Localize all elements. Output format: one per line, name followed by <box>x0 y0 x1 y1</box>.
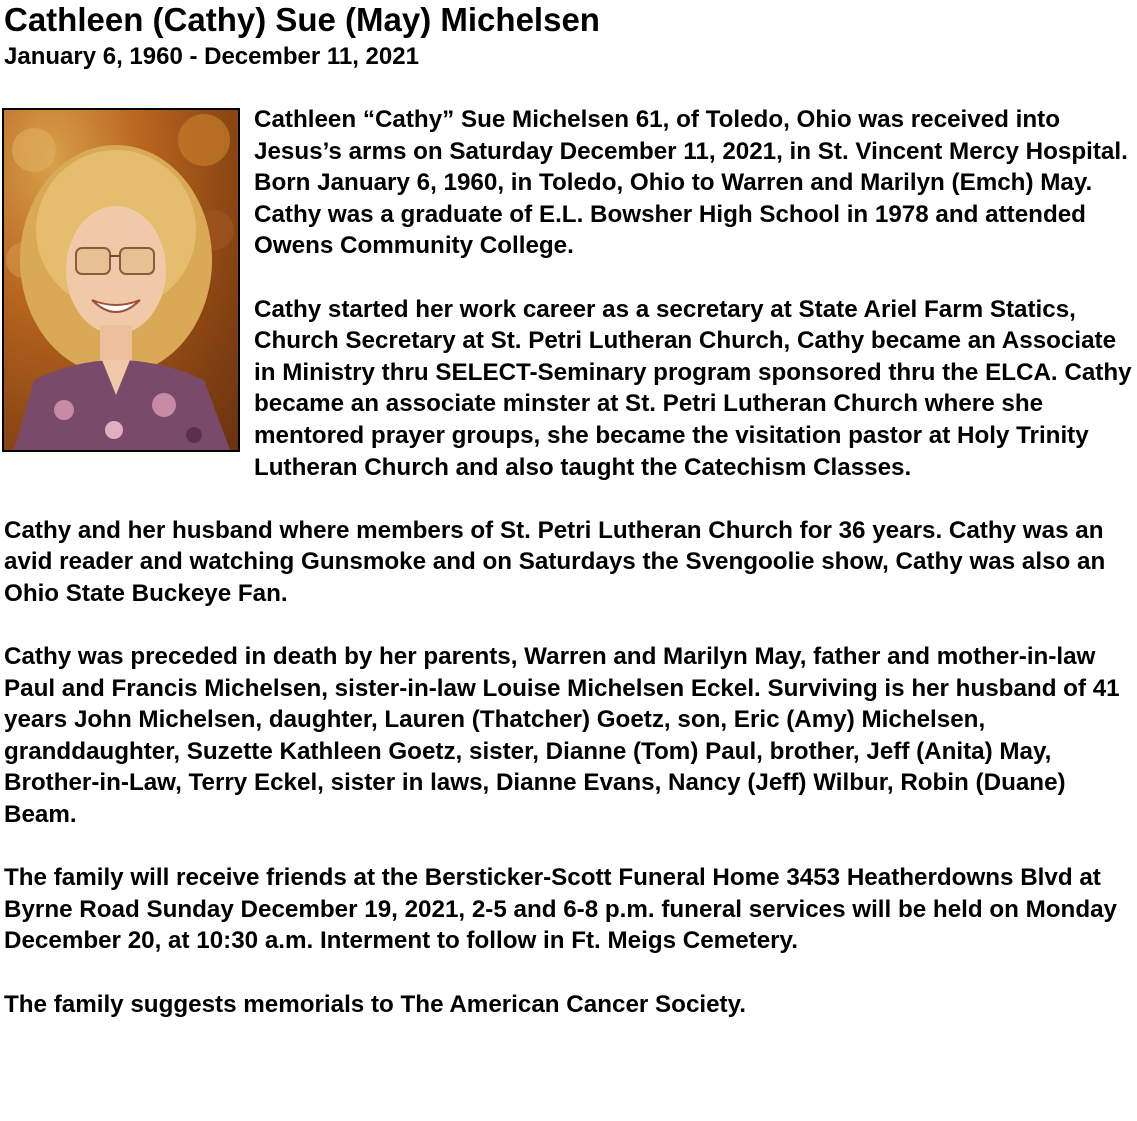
paragraph-biography: Cathleen “Cathy” Sue Michelsen 61, of Toledo, Ohio was received into Jesus’s arms on Saturday December 11, 2021, in St. Vincent Mercy Hospital. Born January 6, 1960, in Toledo, Ohio to Warren and Marilyn (Emch) May. Cathy was a graduate of E.L. Bowsher High School in 1978 and attended Owens Community College. <box>254 106 1128 260</box>
portrait-icon <box>4 110 238 450</box>
portrait-photo <box>2 108 240 452</box>
obituary-body <box>4 104 1136 1052</box>
page-title: Cathleen (Cathy) Sue (May) Michelsen <box>4 1 600 38</box>
paragraph-interests: Cathy and her husband where members of St. Petri Lutheran Church for 36 years. Cathy was an avid reader and watching Gunsmoke and on Saturdays the Svengoolie show, Cathy was also an Ohio State Buckeye Fan. <box>4 516 1106 607</box>
paragraph-family: Cathy was preceded in death by her parents, Warren and Marilyn May, father and mother-in-law Paul and Francis Michelsen, sister-in-law Louise Michelsen Eckel. Surviving is her husband of 41 years John Michelsen, daughter, Lauren (Thatcher) Goetz, son, Eric (Amy) Michelsen, granddaughter, Suzette Kathleen Goetz, sister, Dianne (Tom) Paul, brother, Jeff (Anita) May, Brother-in-Law, Terry Eckel, sister in laws, Dianne Evans, Nancy (Jeff) Wilbur, Robin (Duane) Beam. <box>4 643 1120 829</box>
life-dates: January 6, 1960 - December 11, 2021 <box>4 43 419 70</box>
paragraph-career: Cathy started her work career as a secretary at State Ariel Farm Statics, Church Secretary at St. Petri Lutheran Church, Cathy became an Associate in Ministry thru SELECT-Seminary program sponsored thru the ELCA. Cathy became an associate minster at St. Petri Lutheran Church where she mentored prayer groups, she became the visitation pastor at Holy Trinity Lutheran Church and also taught the Catechism Classes. <box>254 295 1132 481</box>
paragraph-services: The family will receive friends at the Bersticker-Scott Funeral Home 3453 Heatherdowns Blvd at Byrne Road Sunday December 19, 2021, 2-5 and 6-8 p.m. funeral services will be held on Monday December 20, at 10:30 a.m. Interment to follow in Ft. Meigs Cemetery. <box>4 864 1118 955</box>
paragraph-memorials: The family suggests memorials to The American Cancer Society. <box>4 990 746 1018</box>
